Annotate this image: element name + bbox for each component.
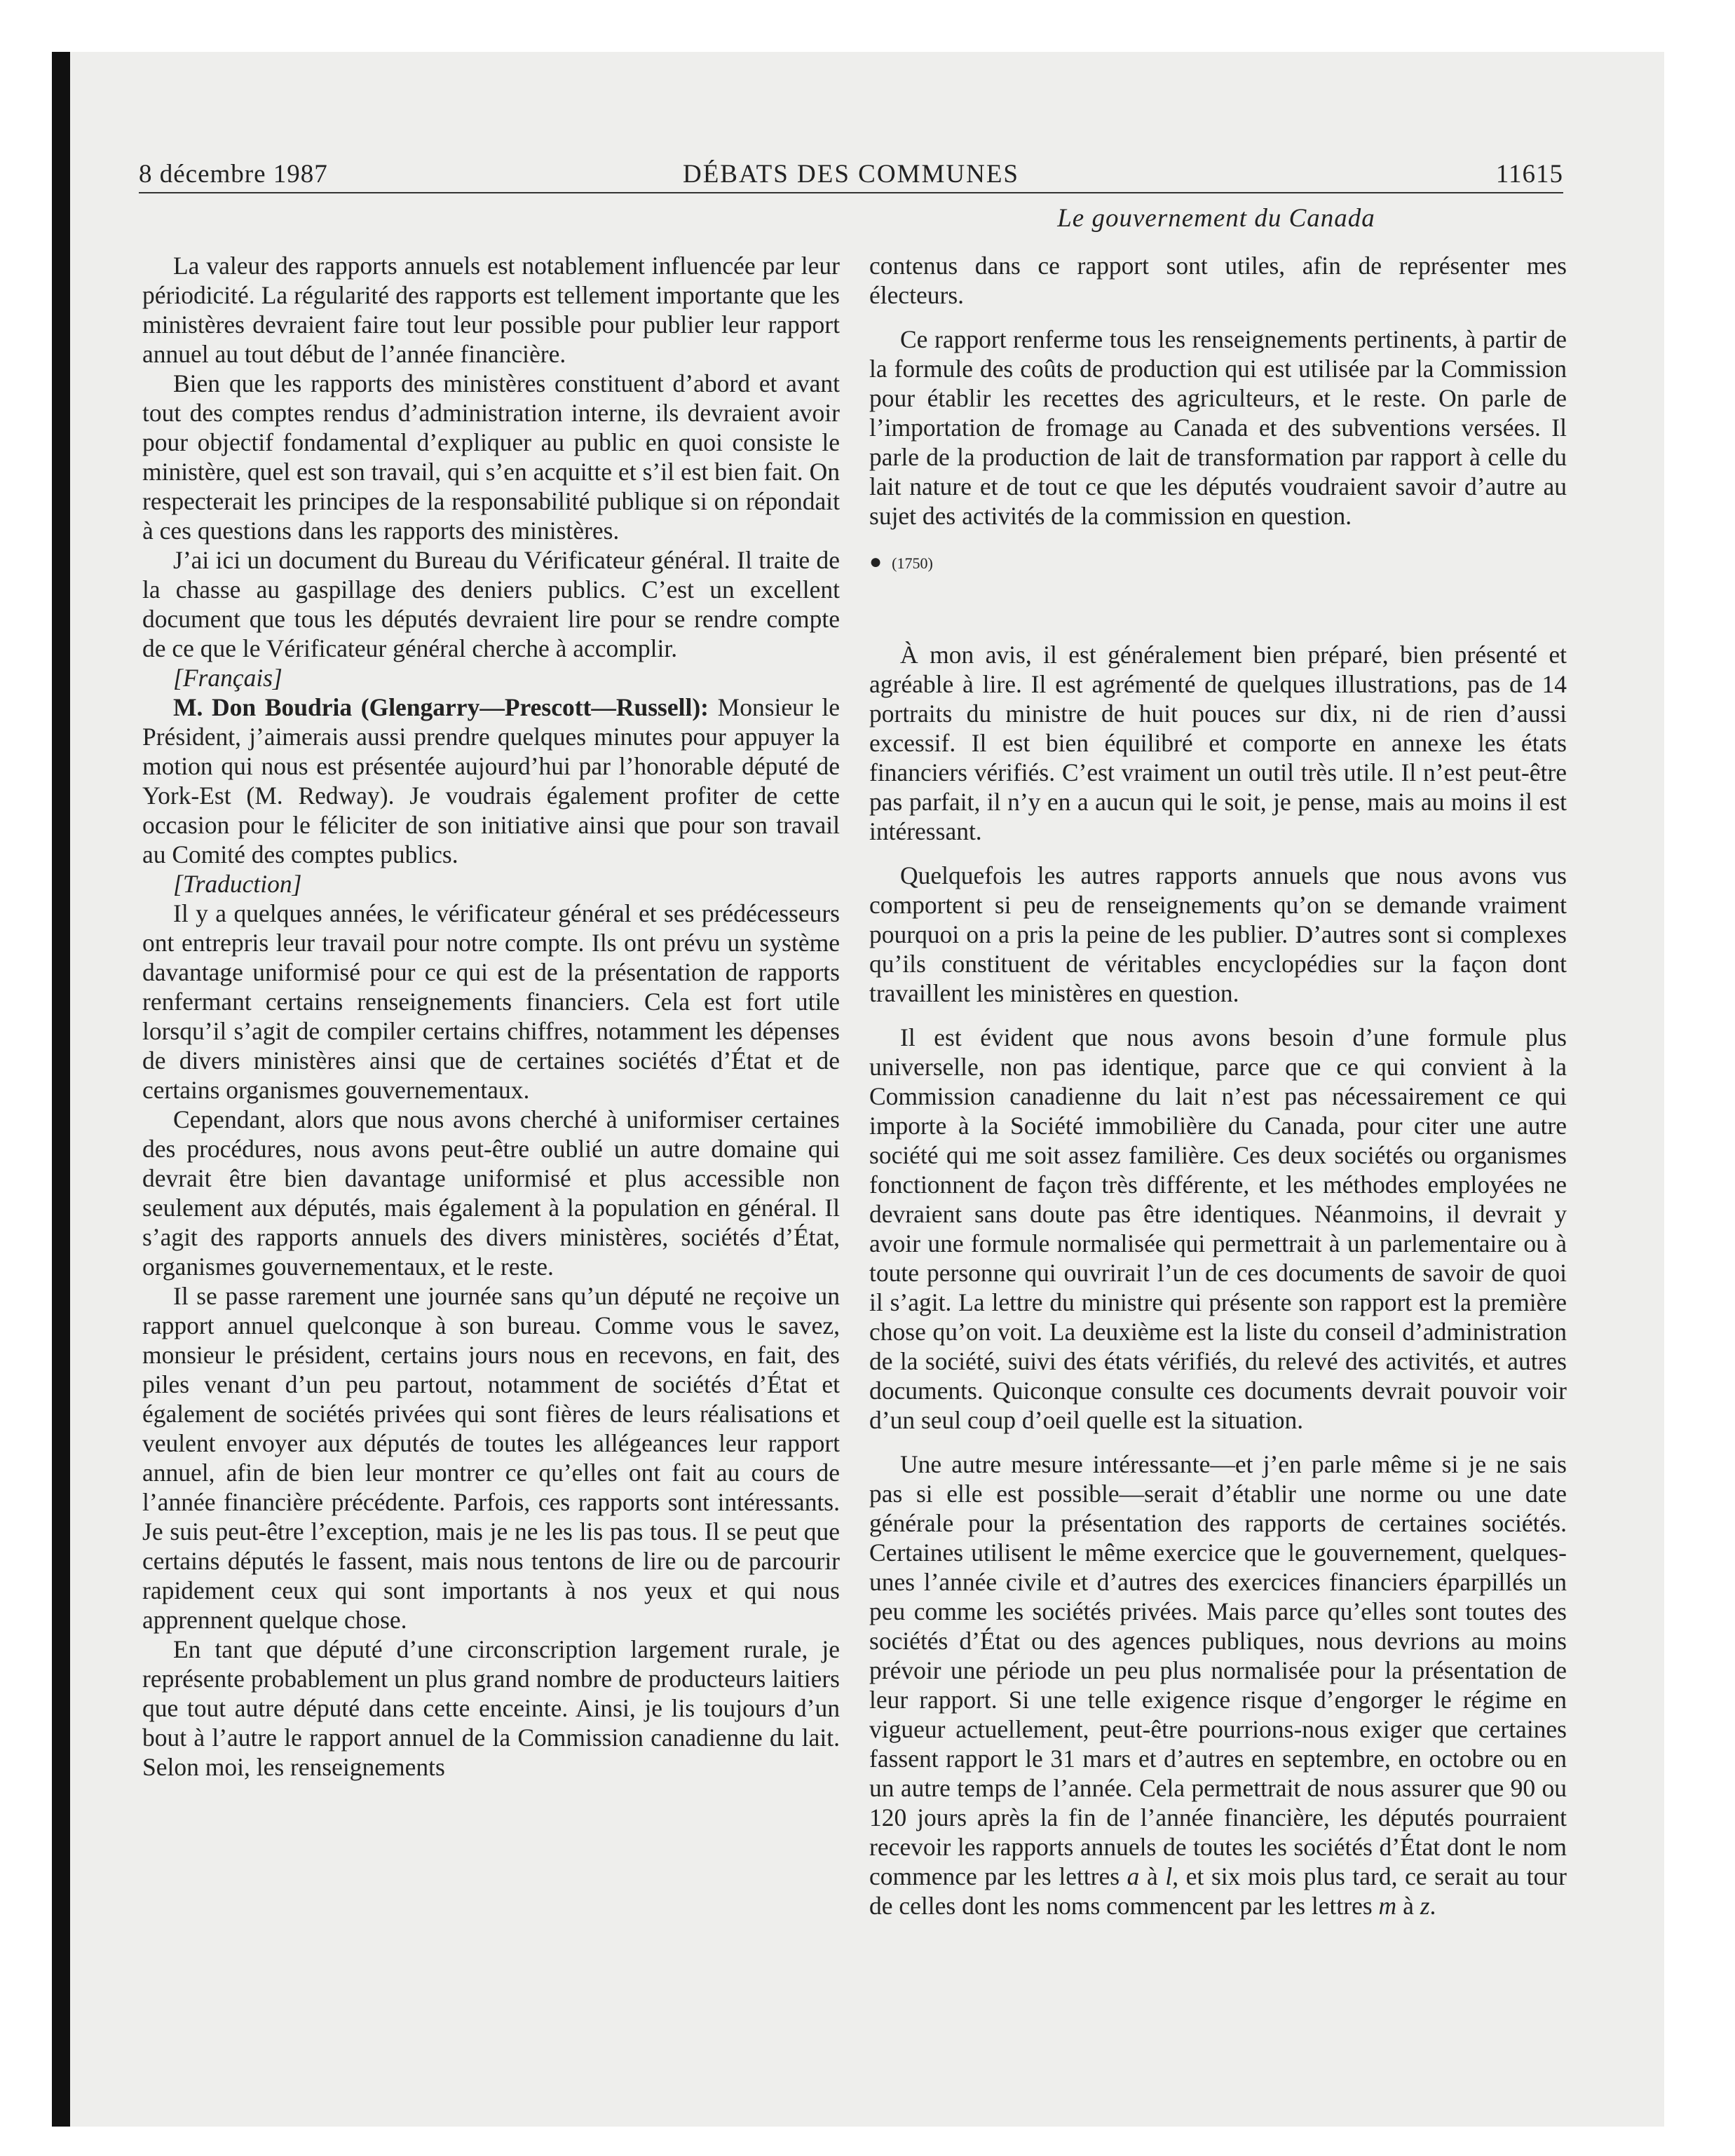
page-header [139, 157, 1563, 193]
speaker-name: M. Don Boudria (Glengarry—Prescott—Russell): [173, 693, 709, 721]
paragraph: Quelquefois les autres rapports annuels que nous avons vus comportent si peu de renseignements qu’on se demande vraiment pourquoi on a pris la peine de les publier. D’autres sont si complexes qu’ils constituent de véritables encyclopédies sur la façon dont travaillent les ministères en question. [869, 861, 1567, 1007]
paragraph: Il y a quelques années, le vérificateur général et ses prédécesseurs ont entrepris leur travail pour notre compte. Ils ont prévu un système davantage uniformisé pour ce qui est de la présentation de rapports renfermant certains renseignements financiers. Cela est fort utile lorsqu’il s’agit de compiler certains chiffres, notamment les dépenses de divers ministères ainsi que de certaines sociétés d’État et de certains organismes gouvernementaux. [142, 899, 840, 1104]
text-run: Une autre mesure intéressante—et j’en parle même si je ne sais pas si elle est possible—serait d’établir une norme ou une date générale pour la présentation des rapports de certaines sociétés. Certaines utilisent le même exercice que le gouvernement, quelques-unes l’année civile et d’autres des exercices financiers éparpillés un peu comme les sociétés privées. Mais parce qu’elles sont toutes des sociétés d’État ou des agences publiques, nous devrions au moins prévoir une période un peu plus normalisée pour la présentation de leur rapport. Si une telle exigence risque d’engorger le régime en vigueur actuellement, peut-être pourrions-nous exiger que certaines fassent rapport le 31 mars et d’autres en septembre, en octobre ou en un autre temps de l’année. Cela permettrait de nous assurer que 90 ou 120 jours après la fin de l’année financière, les députés pourraient recevoir les rapports annuels de toutes les sociétés d’État dont le nom commence par les lettres [869, 1450, 1567, 1890]
letter-a: a [1127, 1862, 1140, 1890]
paragraph: En tant que député d’une circonscription largement rurale, je représente probablement un plus grand nombre de producteurs laitiers que tout autre député dans cette enceinte. Ainsi, je lis toujours d’un bout à l’autre le rapport annuel de la Commission canadienne du lait. Selon moi, les renseignements [142, 1635, 840, 1781]
paragraph: Bien que les rapports des ministères constituent d’abord et avant tout des comptes rendus d’administration interne, ils devraient avoir pour objectif fondamental d’expliquer au public en quoi consiste le ministère, quel est son travail, qui s’en acquitte et s’il est bien fait. On respecterait les principes de la responsabilité publique si on répondait à ces questions dans les rapports des ministères. [142, 369, 840, 545]
letter-l: l [1165, 1862, 1173, 1890]
left-column [142, 251, 840, 1782]
time-marker [869, 552, 1567, 574]
paragraph-continued: contenus dans ce rapport sont utiles, afin de représenter mes électeurs. [869, 252, 1567, 309]
text-run: à [1139, 1862, 1166, 1890]
text-run: , et six mois plus tard, ce serait au tour de celles dont les noms commencent par les lettres [869, 1862, 1567, 1920]
paragraph: Il se passe rarement une journée sans qu’un député ne reçoive un rapport annuel quelconque à son bureau. Comme vous le savez, monsieur le président, certains jours nous en recevons, en fait, des piles venant d’un peu partout, notamment de sociétés d’État et également de sociétés privées qui sont fières de leurs réalisations et veulent envoyer aux députés de toutes les allégeances leur rapport annuel, afin de bien leur montrer ce qu’elles ont fait au cours de l’année financière précédente. Parfois, ces rapports sont intéressants. Je suis peut-être l’exception, mais je ne les lis pas tous. Il se peut que certains députés le fassent, mais nous tentons de lire ou de parcourir rapidement ceux qui sont importants à nos yeux et qui nous apprennent quelque chose. [142, 1282, 840, 1634]
paragraph: Il est évident que nous avons besoin d’une formule plus universelle, non pas identique, parce que ce qui convient à la Commission canadienne du lait n’est pas nécessairement ce qui importe à la Société immobilière du Canada, pour citer une autre société qui me soit assez familière. Ces deux sociétés ou organismes fonctionnent de façon très différente, et les méthodes employées ne devraient sans doute pas être identiques. Néanmoins, il devrait y avoir une formule normalisée qui permettrait à un parlementaire ou à toute personne qui ouvrirait l’un de ces documents de savoir de quoi il s’agit. La lettre du ministre qui présente son rapport est la première chose qu’on voit. La deuxième est la liste du conseil d’administration de la société, suivi des états vérifiés, du relevé des activités, et autres documents. Quiconque consulte ces documents devrait pouvoir voir d’un seul coup d’oeil quelle est la situation. [869, 1023, 1567, 1434]
section-subheader: Le gouvernement du Canada [1057, 204, 1375, 233]
paragraph: J’ai ici un document du Bureau du Vérificateur général. Il traite de la chasse au gaspillage des deniers publics. C’est un excellent document que tous les députés devraient lire pour se rendre compte de ce que le Vérificateur général cherche à accomplir. [142, 546, 840, 662]
paragraph: Ce rapport renferme tous les renseignements pertinents, à partir de la formule des coûts de production qui est utilisée par la Commission pour établir les recettes des agriculteurs, et le reste. On parle de l’importation de fromage au Canada et des subventions versées. Il parle de la production de lait de transformation par rapport à celle du lait nature et de tout ce que les députés voudraient savoir d’autre au sujet des activités de la commission en question. [869, 325, 1567, 530]
speech-text: Monsieur le Président, j’aimerais aussi prendre quelques minutes pour appuyer la motion qui nous est présentée aujourd’hui par l’honorable député de York-Est (M. Redway). Je voudrais également profiter de cette occasion pour le féliciter de son initiative ainsi que pour son travail au Comité des comptes publics. [142, 693, 840, 868]
header-title: DÉBATS DES COMMUNES [682, 160, 1019, 189]
language-marker: [Traduction] [173, 870, 302, 898]
right-column [869, 251, 1567, 1920]
letter-m: m [1378, 1892, 1397, 1920]
letter-z: z [1420, 1892, 1430, 1920]
speaker-paragraph [142, 692, 840, 869]
paragraph: Cependant, alors que nous avons cherché à uniformiser certaines des procédures, nous avons peut-être oublié un autre domaine qui devrait être bien davantage uniformisé et plus accessible non seulement aux députés, mais également à la population en général. Il s’agit des rapports annuels des divers ministères, sociétés d’État, organismes gouvernementaux, et le reste. [142, 1105, 840, 1281]
paragraph: À mon avis, il est généralement bien préparé, bien présenté et agréable à lire. Il est agrémenté de quelques illustrations, pas de 14 portraits du ministre de huit pouces sur dix, ni de rien d’aussi excessif. Il est bien équilibré et comporte en annexe les états financiers vérifiés. C’est vraiment un outil très utile. Il n’est peut-être pas parfait, il n’y en a aucun qui le soit, je pense, mais au moins il est intéressant. [869, 641, 1567, 845]
text-run: à [1396, 1892, 1420, 1920]
page-number: 11615 [1495, 160, 1563, 189]
scan-edge-bar [52, 52, 70, 2127]
text-run: . [1429, 1892, 1436, 1920]
language-marker: [Français] [173, 664, 283, 692]
header-date: 8 décembre 1987 [139, 160, 328, 189]
paragraph [869, 1449, 1567, 1920]
time-marker-text: (1750) [892, 554, 933, 572]
paragraph: La valeur des rapports annuels est notablement influencée par leur périodicité. La régularité des rapports est tellement importante que les ministères devraient faire tout leur possible pour publier leur rapport annuel au tout début de l’année financière. [142, 252, 840, 368]
bullet-icon: ● [869, 550, 883, 573]
